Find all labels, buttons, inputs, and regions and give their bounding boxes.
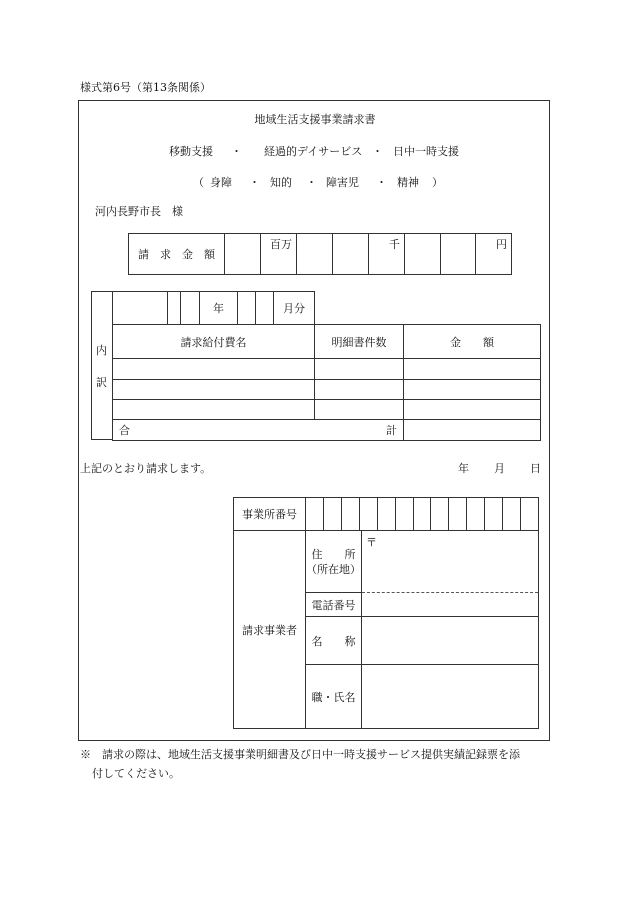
statement-count-cell[interactable] (315, 359, 404, 380)
breakdown-row (113, 400, 541, 420)
form-number: 様式第6号（第13条関係） (80, 81, 211, 94)
phone-field[interactable] (362, 593, 539, 617)
breakdown-row (113, 380, 541, 400)
amount-table (128, 233, 512, 275)
breakdown-side (91, 291, 113, 440)
date-day: 日 (530, 462, 541, 475)
cat-sep-1: ・ (249, 176, 260, 189)
service-mobility: 移動支援 (169, 145, 213, 158)
office-digit[interactable] (431, 498, 449, 531)
period-month-digit[interactable] (256, 292, 274, 325)
claimant-label: 請求事業者 (234, 531, 306, 729)
amount-label: 請 求 金 額 (129, 234, 225, 275)
name-field[interactable] (362, 617, 539, 665)
cat-mental: 精神 (397, 176, 419, 189)
service-temporary: 日中一時支援 (393, 145, 459, 158)
period-month-label: 月分 (274, 292, 315, 325)
amount-cell[interactable] (404, 380, 541, 400)
office-digit[interactable] (503, 498, 521, 531)
office-digit[interactable] (306, 498, 324, 531)
office-digit[interactable] (485, 498, 503, 531)
footnote-line-1: ※ 請求の際は、地域生活支援事業明細書及び日中一時支援サービス提供実績記録票を添 (80, 748, 520, 761)
unit-yen: 円 (496, 238, 507, 251)
benefit-name-cell[interactable] (113, 380, 315, 400)
cat-intellectual: 知的 (270, 176, 292, 189)
side-label-1: 内 (96, 344, 107, 357)
breakdown-table (112, 324, 541, 441)
cat-sep-3: ・ (376, 176, 387, 189)
amount-digit-million[interactable] (261, 234, 297, 275)
addressee: 河内長野市長 様 (95, 205, 183, 218)
amount-digit[interactable] (441, 234, 476, 275)
service-day: 経過的デイサービス (264, 145, 363, 158)
address-label-sub: （所在地） (306, 562, 361, 576)
period-era[interactable] (113, 292, 168, 325)
amount-digit-thousand[interactable] (369, 234, 405, 275)
amount-cell[interactable] (404, 359, 541, 380)
date-month: 月 (494, 462, 505, 475)
address-field[interactable] (362, 531, 539, 593)
cat-close-paren: ） (432, 176, 443, 189)
representative-field[interactable] (362, 665, 539, 729)
col-benefit-name: 請求給付費名 (113, 325, 315, 359)
representative-label: 職・氏名 (306, 665, 362, 729)
side-label-2: 訳 (96, 376, 107, 389)
office-digit[interactable] (377, 498, 395, 531)
total-row (113, 420, 541, 441)
office-digit[interactable] (359, 498, 377, 531)
address-label: 住 所 (311, 547, 356, 561)
period-year-label: 年 (200, 292, 238, 325)
cat-physical: 身障 (210, 176, 232, 189)
form-title: 地域生活支援事業請求書 (254, 113, 376, 126)
cat-open-paren: （ (193, 176, 204, 189)
benefit-name-cell[interactable] (113, 400, 315, 420)
office-digit[interactable] (341, 498, 359, 531)
amount-digit[interactable] (333, 234, 369, 275)
phone-label: 電話番号 (306, 593, 362, 617)
office-digit[interactable] (413, 498, 431, 531)
office-number-label: 事業所番号 (234, 498, 306, 531)
period-year-digit[interactable] (181, 292, 200, 325)
col-statement-count: 明細書件数 (315, 325, 404, 359)
office-digit[interactable] (467, 498, 485, 531)
unit-thousand: 千 (389, 238, 400, 251)
office-digit[interactable] (449, 498, 467, 531)
declaration: 上記のとおり請求します。 (80, 462, 212, 475)
office-digit[interactable] (521, 498, 539, 531)
benefit-name-cell[interactable] (113, 359, 315, 380)
postal-mark: 〒 (366, 536, 377, 549)
total-label-left: 合 (119, 424, 130, 437)
service-sep-1: ・ (231, 145, 242, 158)
amount-cell[interactable] (404, 400, 541, 420)
amount-digit[interactable] (297, 234, 333, 275)
claimant-table (233, 530, 539, 729)
date-year: 年 (458, 462, 469, 475)
address-label-cell (306, 531, 362, 593)
amount-digit[interactable] (225, 234, 261, 275)
unit-million: 百万 (270, 238, 292, 251)
period-month-digit[interactable] (238, 292, 256, 325)
office-digit[interactable] (323, 498, 341, 531)
total-label-right: 計 (386, 424, 397, 437)
name-label: 名 称 (306, 617, 362, 665)
statement-count-cell[interactable] (315, 400, 404, 420)
cat-child: 障害児 (326, 176, 359, 189)
statement-count-cell[interactable] (315, 380, 404, 400)
footnote-line-2: 付してください。 (92, 767, 180, 780)
period-table (112, 291, 315, 325)
period-year-digit[interactable] (168, 292, 181, 325)
total-amount-cell[interactable] (404, 420, 541, 441)
amount-digit-yen[interactable] (476, 234, 512, 275)
col-amount: 金 額 (404, 325, 541, 359)
office-digit[interactable] (395, 498, 413, 531)
breakdown-row (113, 359, 541, 380)
office-number-table (233, 497, 539, 531)
total-label-cell (113, 420, 404, 441)
service-sep-2: ・ (372, 145, 383, 158)
amount-digit[interactable] (405, 234, 441, 275)
cat-sep-2: ・ (306, 176, 317, 189)
